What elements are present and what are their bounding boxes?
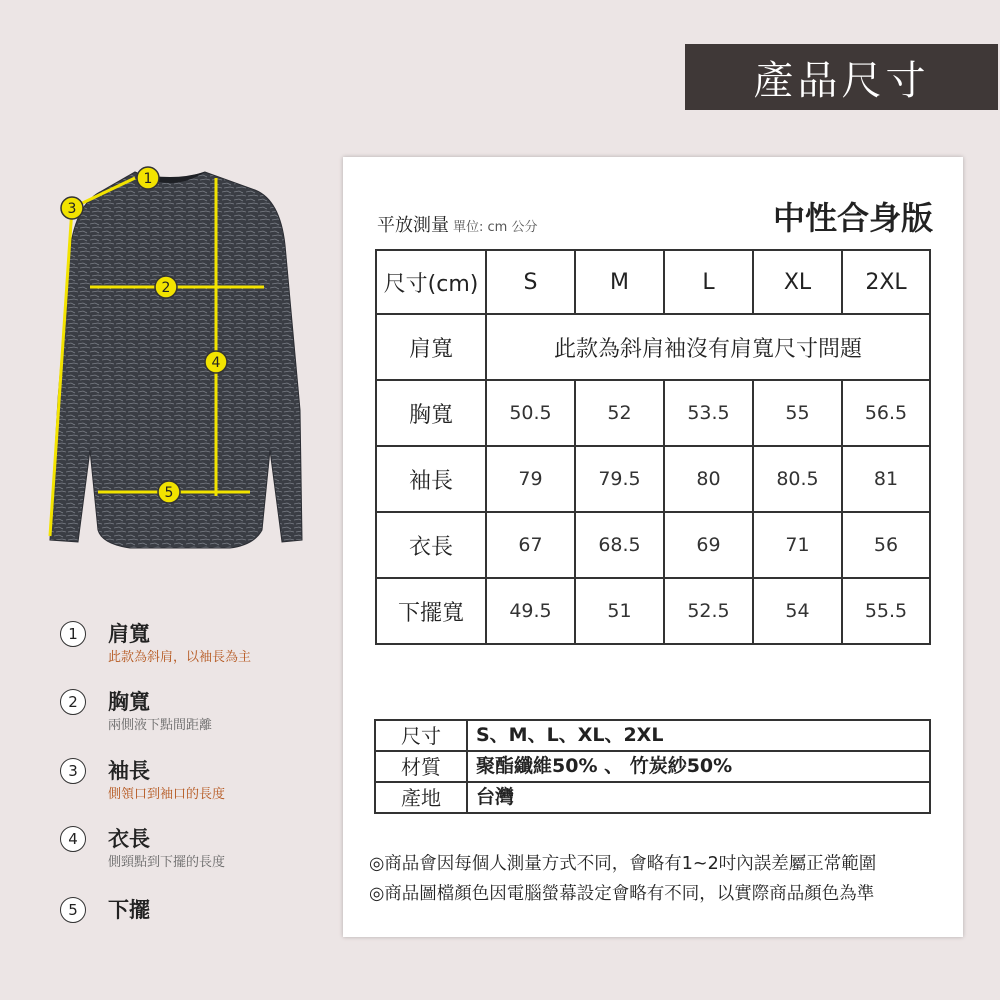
marker-3 [61,197,83,219]
measure-label [377,211,537,237]
disclaimer-notes [369,849,876,909]
marker-2-label: 2 [161,280,171,296]
legend-title: 袖長 [108,759,150,783]
marker-4 [205,351,227,373]
table-row [375,447,931,513]
row-label: 袖長 [375,447,487,513]
measure-method: 平放測量 [377,215,449,236]
note-measurement: ◎商品會因每個人測量方式不同，會略有1~2吋內誤差屬正常範圍 [369,854,877,874]
table-cell: 69 [665,513,754,579]
legend-number: 4 [60,826,86,852]
table-cell: 81 [843,447,931,513]
marker-1-label: 1 [143,171,153,187]
row-label: 肩寬 [375,315,487,381]
table-cell: 67 [487,513,576,579]
marker-5 [158,481,180,503]
unit-label: 單位: cm 公分 [453,220,538,235]
info-key: 尺寸 [375,720,467,751]
table-row [375,315,931,381]
legend-number: 1 [60,621,86,647]
table-cell: 80 [665,447,754,513]
info-value: 台灣 [467,782,930,813]
table-row [375,579,931,645]
table-header-row [375,249,931,315]
table-cell: 52.5 [665,579,754,645]
fit-label: 中性合身版 [772,199,933,237]
table-cell: 53.5 [665,381,754,447]
header-cell: XL [754,249,843,315]
legend-title: 肩寬 [108,622,150,646]
row-label: 衣長 [375,513,487,579]
info-key: 產地 [375,782,467,813]
info-value: S、M、L、XL、2XL [467,720,930,751]
table-cell: 56 [843,513,931,579]
legend-desc: 側領口到袖口的長度 [108,787,226,802]
table-cell: 49.5 [487,579,576,645]
table-cell: 71 [754,513,843,579]
header-cell: S [487,249,576,315]
table-cell: 51 [576,579,665,645]
header-cell: 尺寸(cm) [375,249,487,315]
marker-1 [137,167,159,189]
info-value: 聚酯纖維50% 、 竹炭紗50% [467,751,930,782]
info-key: 材質 [375,751,467,782]
legend-title: 下擺 [108,898,150,922]
legend-desc: 此款為斜肩，以袖長為主 [108,650,252,665]
marker-5-label: 5 [164,485,174,501]
row-label: 下擺寬 [375,579,487,645]
page-title: 產品尺寸 [685,44,998,110]
table-cell: 79 [487,447,576,513]
product-info-table [374,719,931,814]
size-table [375,249,931,645]
shirt-illustration [30,150,330,570]
shoulder-note: 此款為斜肩袖沒有肩寬尺寸問題 [487,315,931,381]
table-row [375,513,931,579]
row-label: 胸寬 [375,381,487,447]
shirt-diagram [30,150,330,570]
legend-number: 5 [60,897,86,923]
table-cell: 52 [576,381,665,447]
info-row-size [375,720,930,751]
header-cell: L [665,249,754,315]
table-cell: 54 [754,579,843,645]
info-row-origin [375,782,930,813]
legend-desc: 兩側液下點間距離 [108,718,213,733]
marker-4-label: 4 [211,355,221,371]
legend-number: 3 [60,758,86,784]
table-cell: 79.5 [576,447,665,513]
size-chart-card [343,157,963,937]
table-cell: 55.5 [843,579,931,645]
table-cell: 80.5 [754,447,843,513]
table-cell: 55 [754,381,843,447]
header-cell: 2XL [843,249,931,315]
table-cell: 50.5 [487,381,576,447]
legend-desc: 側頸點到下擺的長度 [108,855,226,870]
marker-3-label: 3 [67,201,77,217]
info-row-material [375,751,930,782]
table-cell: 56.5 [843,381,931,447]
header-cell: M [576,249,665,315]
marker-2 [155,276,177,298]
table-cell: 68.5 [576,513,665,579]
legend-title: 衣長 [108,827,150,851]
table-row [375,381,931,447]
note-color: ◎商品圖檔顏色因電腦螢幕設定會略有不同，以實際商品顏色為準 [369,884,875,904]
legend-title: 胸寬 [108,690,150,714]
legend-number: 2 [60,689,86,715]
